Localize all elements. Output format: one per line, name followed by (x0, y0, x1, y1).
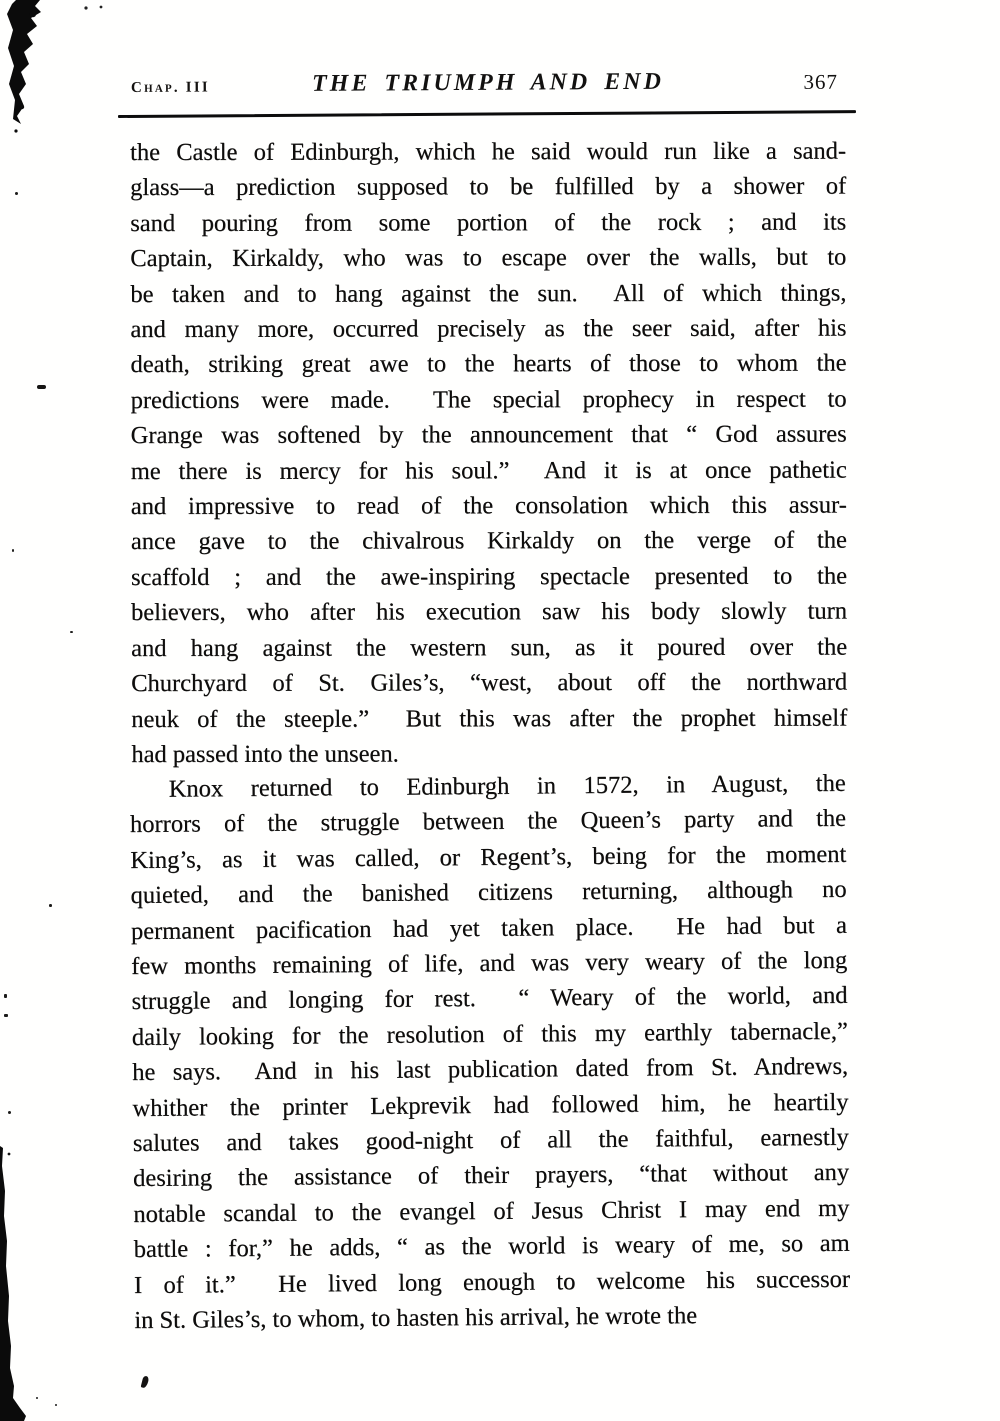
text-line: I of it.” He lived long enough to welcome his successor (133, 1265, 851, 1299)
text-block (129, 135, 851, 1339)
paragraph (130, 134, 847, 773)
scan-artifact-stray-comma (141, 1375, 150, 1388)
page-number: 367 (803, 69, 839, 94)
scan-artifact-speck (15, 192, 18, 195)
text-line: glass—a prediction supposed to be fulfilled by a shower of (130, 172, 847, 202)
text-line: be taken and to hang against the sun. All of which things, (130, 279, 847, 308)
text-line: quieted, and the banished citizens returning, although no (130, 876, 847, 910)
text-line: Captain, Kirkaldy, who was to escape over the walls, but to (130, 243, 847, 273)
text-line: daily looking for the resolution of this my earthly tabernacle,” (131, 1017, 848, 1052)
scan-artifact-speck (4, 1014, 8, 1017)
scan-artifact-dash (37, 385, 46, 389)
text-line: and impressive to read of the consolation which this assur- (130, 491, 847, 521)
text-line: few months remaining of life, and was very weary of the long (131, 947, 848, 981)
text-line: salutes and takes good-night of all the faithful, earnestly (132, 1124, 849, 1158)
text-line: King’s, as it was called, or Regent’s, being for the moment (130, 840, 847, 875)
text-line: scaffold ; and the awe-inspiring spectacle presented to the (130, 562, 847, 591)
paragraph (130, 766, 851, 1339)
header-rule (118, 110, 856, 117)
text-line: Churchyard of St. Giles’s, “west, about off the northward (131, 668, 848, 698)
text-line: Knox returned to Edinburgh in 1572, in August, the (168, 770, 846, 803)
text-line: permanent pacification had yet taken place. He had but a (130, 911, 847, 945)
text-line: and hang against the western sun, as it poured over the (131, 633, 848, 662)
page-title: THE TRIUMPH AND END (312, 68, 664, 97)
text-line: neuk of the steeple.” But this was after the prophet himself (131, 703, 848, 733)
text-line: in St. Giles’s, to whom, to hasten his arrival, he wrote the (134, 1302, 698, 1335)
text-line: notable scandal to the evangel of Jesus Christ I may end my (133, 1194, 850, 1229)
scan-artifact-speck (36, 1397, 38, 1399)
text-line: struggle and longing for rest. “ Weary of the world, and (131, 982, 848, 1016)
text-line: the Castle of Edinburgh, which he said would run like a sand- (130, 137, 847, 166)
scan-artifact-speck (12, 549, 14, 552)
scan-artifact-binding-smudge-top (0, 0, 120, 140)
text-line: believers, who after his execution saw his body slowly turn (130, 597, 848, 627)
text-line: Grange was softened by the announcement that “ God assures (130, 420, 847, 450)
text-line: had passed into the unseen. (131, 740, 399, 768)
text-line: predictions were made. The special prophecy in respect to (130, 385, 847, 414)
scan-artifact-speck (8, 1111, 11, 1114)
text-line: and many more, occurred precisely as the seer said, after his (130, 314, 847, 344)
text-line: whither the printer Lekprevik had followed him, he heartily (132, 1088, 849, 1122)
chapter-label: Chap. III (130, 79, 210, 96)
text-line: ance gave to the chivalrous Kirkaldy on the verge of the (130, 526, 847, 556)
scan-artifact-speck (49, 904, 52, 907)
text-line: battle : for,” he adds, “ as the world is weary of me, so am (133, 1230, 850, 1264)
text-line: sand pouring from some portion of the rock ; and its (130, 208, 847, 237)
text-line: he says. And in his last publication dated from St. Andrews, (132, 1053, 849, 1087)
scan-artifact-binding-smudge-bottom (0, 1146, 34, 1421)
text-line: me there is mercy for his soul.” And it is at once pathetic (130, 456, 847, 485)
text-line: desiring the assistance of their prayers, “that without any (132, 1159, 850, 1193)
text-line: death, striking great awe to the hearts of those to whom the (130, 349, 847, 379)
scan-artifact-speck (4, 994, 7, 998)
scan-artifact-speck (55, 1404, 57, 1406)
text-line: horrors of the struggle between the Queen’s party and the (129, 805, 847, 839)
scan-artifact-speck (70, 631, 73, 633)
running-head (130, 64, 846, 102)
